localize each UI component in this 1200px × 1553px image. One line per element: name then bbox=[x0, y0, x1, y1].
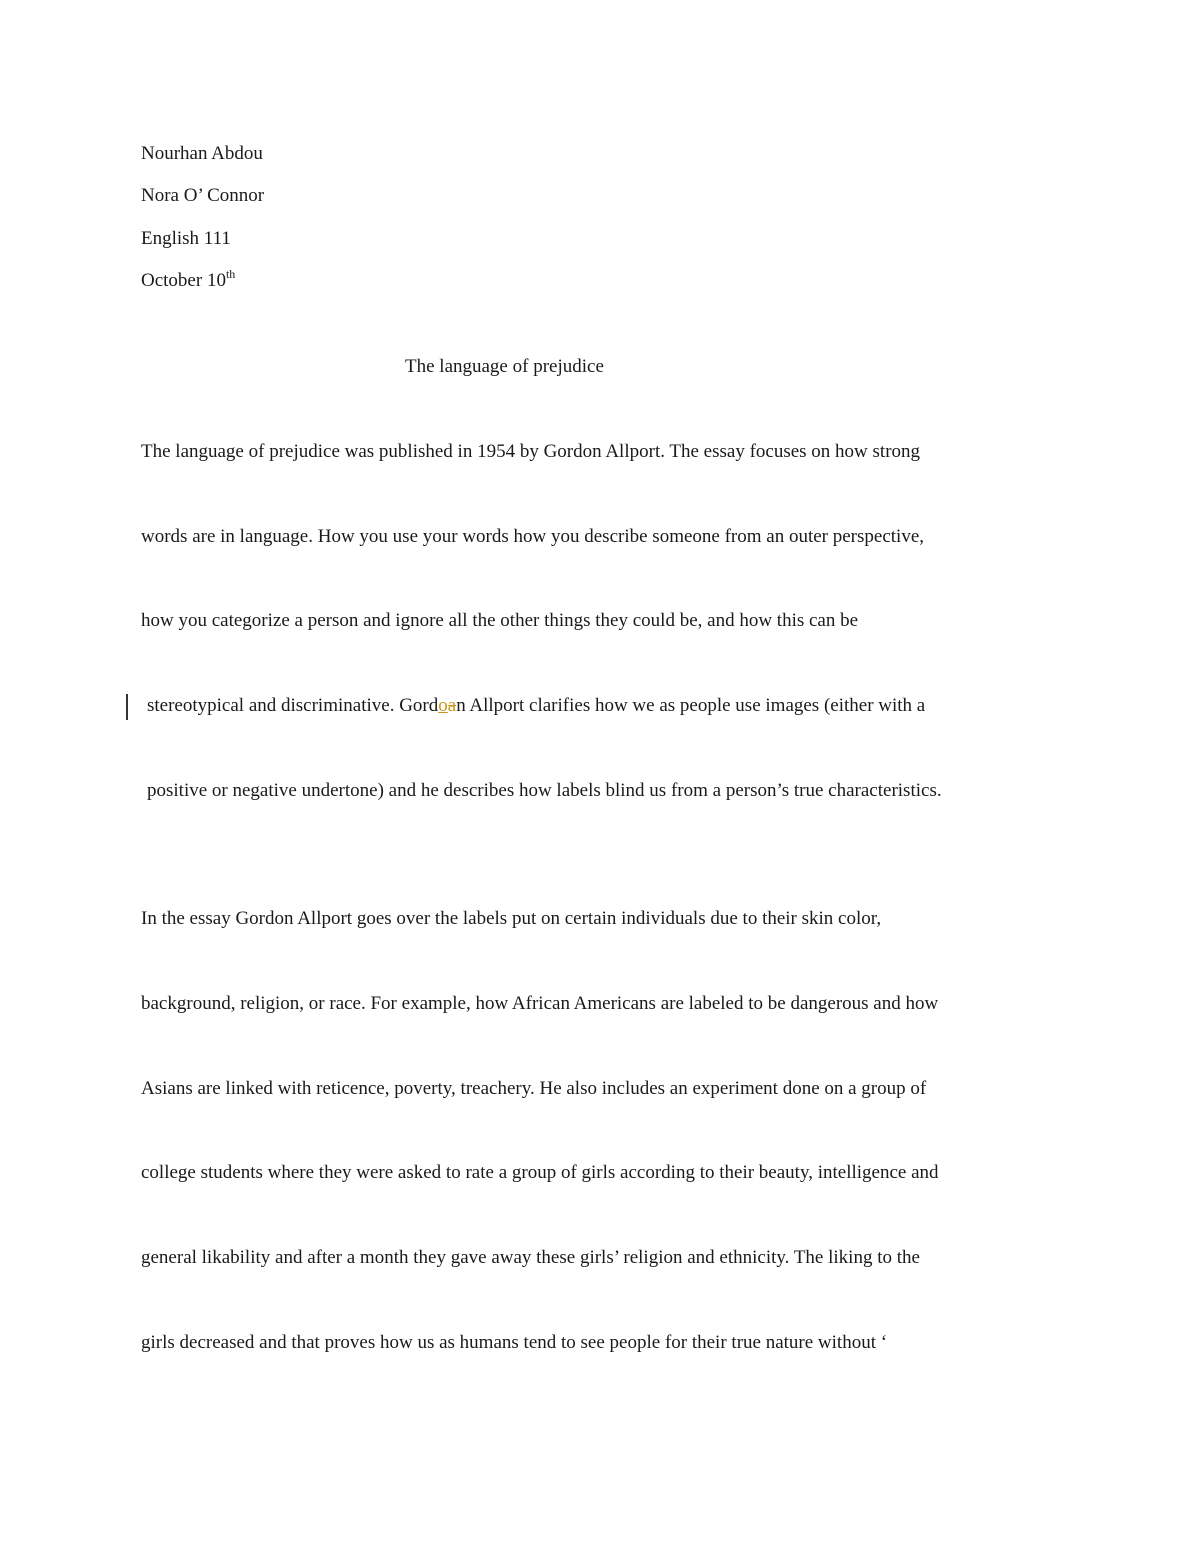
course-name: English 111 bbox=[141, 228, 231, 249]
change-bar-marker bbox=[126, 694, 128, 720]
paragraph1-line: how you categorize a person and ignore all the other things they could be, and how this can be bbox=[141, 610, 859, 631]
date-line bbox=[141, 269, 235, 293]
paragraph1-line-tracked[interactable] bbox=[147, 694, 925, 718]
essay-title: The language of prejudice bbox=[405, 356, 604, 377]
paragraph1-line: The language of prejudice was published in 1954 by Gordon Allport. The essay focuses on how strong bbox=[141, 441, 921, 462]
paragraph2-line: college students where they were asked to rate a group of girls according to their beauty, intelligence and bbox=[141, 1162, 939, 1183]
instructor-name: Nora O’ Connor bbox=[141, 185, 265, 206]
date-suffix: th bbox=[225, 267, 236, 281]
paragraph2-line: In the essay Gordon Allport goes over the labels put on certain individuals due to their skin color, bbox=[141, 908, 882, 929]
tracked-insertion[interactable]: o bbox=[438, 695, 448, 716]
paragraph1-line: positive or negative undertone) and he describes how labels blind us from a person’s true characteristics. bbox=[147, 780, 942, 801]
tracked-deletion[interactable]: a bbox=[447, 695, 457, 716]
paragraph2-line: girls decreased and that proves how us as humans tend to see people for their true nature without ‘ bbox=[141, 1332, 888, 1353]
paragraph2-line: background, religion, or race. For example, how African Americans are labeled to be dangerous and how bbox=[141, 993, 939, 1014]
paragraph2-line: general likability and after a month they gave away these girls’ religion and ethnicity. The liking to the bbox=[141, 1247, 920, 1268]
tracked-line-text: stereotypical and discriminative. Gord bbox=[147, 695, 439, 716]
paragraph1-line: words are in language. How you use your words how you describe someone from an outer perspective, bbox=[141, 526, 925, 547]
author-name: Nourhan Abdou bbox=[141, 143, 263, 164]
paragraph2-line: Asians are linked with reticence, poverty, treachery. He also includes an experiment done on a group of bbox=[141, 1078, 927, 1099]
date-text: October 10 bbox=[141, 270, 226, 291]
tracked-line-text: n Allport clarifies how we as people use images (either with a bbox=[456, 695, 926, 716]
